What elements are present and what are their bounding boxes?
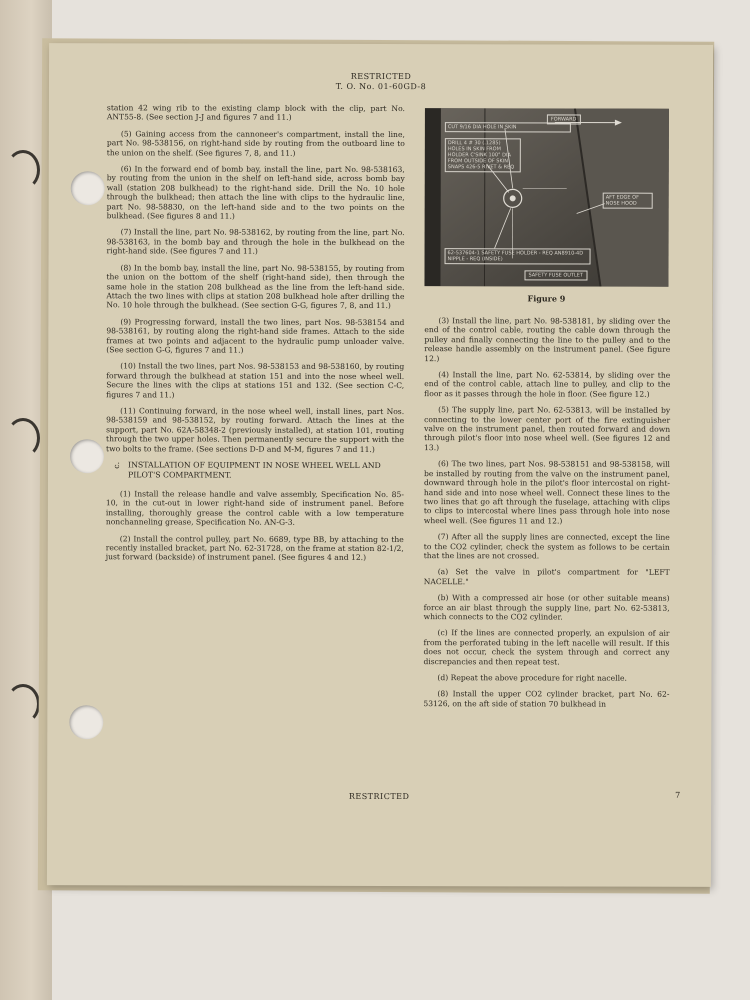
document-page [47,43,713,887]
paragraph-r3: (3) Install the line, part No. 98-538181, by sliding over the end of the control cable, routing the cable down through the pulley and finally connecting the line to the pulley and to the release handle assembly on the instrument panel. (See figure 12.) [424,316,671,363]
paragraph-6: (6) In the forward end of bomb bay, install the line, part No. 98-538163, by routing from the union in the shelf on left-hand side, across bomb bay wall (station 208 bulkhead) to the right-hand side. Drill the No. 10 hole through the bulkhead; then attach the line with clips to the hydraulic line, part No. 98-58830, on the left-hand side and to the two points on the bulkhead. (See figures 8 and 11.) [106,164,405,221]
left-column [106,103,405,570]
label-aft-edge: AFT EDGE OF NOSE HOOD [603,193,653,209]
paragraph-8: (8) In the bomb bay, install the line, part No. 98-538155, by routing from the union on the bottom of the shelf (right-hand side), then through the same hole in the station 208 bulkhead as the line from the left-hand side. Attach the two lines with clips at station 208 bulkhead hole after drilling the No. 10 hole through the bulkhead. (See section G-G, figures 7, 8, and 11.) [106,263,405,311]
punch-hole-3 [69,705,103,739]
paragraph-continued: station 42 wing rib to the existing clamp block with the clip, part No. ANT55-8. (See section J-J and figures 7 and 11.) [106,103,405,123]
paragraph-ra: (a) Set the valve in pilot's compartment for "LEFT NACELLE." [423,567,670,586]
paragraph-r8: (8) Install the upper CO2 cylinder bracket, part No. 62-53126, on the aft side of station 70 bulkhead in [423,689,670,709]
label-cut-hole: CUT 9/16 DIA HOLE IN SKIN [445,122,571,132]
right-column [423,316,670,716]
figure-caption: Figure 9 [527,293,566,304]
binder-ring-3 [6,684,40,724]
footer-classification: RESTRICTED [348,791,410,802]
paragraph-rc: (c) If the lines are connected properly, an expulsion of air from the perforated tubing in the left nacelle will result. If this does not occur, check the system through and correct any discrepancies and then repeat test. [423,628,670,667]
paragraph-7: (7) Install the line, part No. 98-538162, by routing from the line, part No. 98-538163, in the bomb bay and through the hole in the bulkhead on the right-hand side. (See figures 7 and 11.) [106,227,405,256]
label-holder: 62-537604-1 SAFETY FUSE HOLDER - REQ AN8910-4D NIPPLE - REQ (INSIDE) [445,248,591,264]
label-drill: DRILL 4 # 30 (.1285) HOLES IN SKIN FROM HOLDER C'SINK 100° DIA FROM OUTSIDE OF SKIN SNAPS 426-5 RIVET & REQ [445,138,521,172]
paragraph-r6: (6) The two lines, part Nos. 98-538151 and 98-538158, will be installed by routing from the valve on the instrument panel, downward through hole in the pilot's floor intercostal on right-hand side and into nose wheel well. Connect these lines to the two lines that go aft through the fuselage, attaching with clips to clips to intercostal where lines pass through hole into nose wheel well. (See figures 11 and 12.) [423,459,671,526]
label-forward: FORWARD [547,114,581,124]
paragraph-5: (5) Gaining access from the cannoneer's compartment, install the line, part No. 98-538156, on right-hand side by routing from the outboard line to the union on the shelf. (See figures 7, 8, and 11.) [106,129,405,158]
binder-ring-2 [6,418,40,458]
page-number: 7 [675,790,681,800]
punch-hole-2 [70,439,104,473]
section-number: c. [111,461,122,469]
paragraph-r4: (4) Install the line, part No. 62-53814, by sliding over the end of the control cable, attach line to pulley, and clip to the floor as it passes through the hole in floor. (See figure 12.) [424,370,671,399]
paragraph-r7: (7) After all the supply lines are connected, except the line to the CO2 cylinder, check the system as follows to be certain that the lines are not crossed. [423,532,670,561]
label-outlet: SAFETY FUSE OUTLET [524,270,587,280]
paragraph-rb: (b) With a compressed air hose (or other suitable means) force an air blast through the supply line, part No. 62-53813, which connects to the CO2 cylinder. [423,593,670,622]
punch-hole-1 [71,171,105,205]
binder-ring-1 [6,150,40,190]
section-paragraph-1: (1) Install the release handle and valve assembly, Specification No. 85-10, in the cut-out in lower right-hand side of instrument panel. Before installing, thoroughly grease the control cable with a low temperature nonchanneling grease, Specification No. AN-G-3. [105,489,404,527]
paragraph-10: (10) Install the two lines, part Nos. 98-538153 and 98-538160, by routing forward through the bulkhead at station 151 and into the nose wheel well. Secure the lines with the clips at stations 151 and 132. (See section C-C, figures 7 and 11.) [106,361,405,400]
paragraph-rd: (d) Repeat the above procedure for right nacelle. [437,673,627,683]
header-classification: RESTRICTED [350,71,412,82]
figure-9-photo [424,108,668,287]
paragraph-11: (11) Continuing forward, in the nose wheel well, install lines, part Nos. 98-538159 and 98-538152, by routing forward. Attach the lines at the support, part No. 62A-58348-2 (previously installed), at station 101, routing through the two upper holes. Then permanently secure the support with the two bolts to the frame. (See sections D-D and M-M, figures 7 and 11.) [106,406,405,454]
section-heading [106,460,404,481]
header-to-number: T. O. No. 01-60GD-8 [335,81,427,92]
section-paragraph-2: (2) Install the control pulley, part No. 6689, type BB, by attaching to the recently installed bracket, part No. 62-31728, on the frame at station 82-1/2, just forward (backside) of instrument panel. (See figures 4 and 12.) [105,533,404,563]
paragraph-9: (9) Progressing forward, install the two lines, part Nos. 98-538154 and 98-538161, by routing along the right-hand side frames. Attach to the side frames at two points and adjacent to the hydraulic pump unloader valve. (See section G-G, figures 7 and 11.) [106,317,405,355]
paragraph-r5: (5) The supply line, part No. 62-53813, will be installed by connecting to the lower center port of the fire extinguisher valve on the instrument panel, then routed forward and down through pilot's floor into nose wheel well. (See figures 12 and 13.) [424,405,671,453]
section-title: INSTALLATION OF EQUIPMENT IN NOSE WHEEL WELL AND PILOT'S COMPARTMENT. [127,460,381,480]
